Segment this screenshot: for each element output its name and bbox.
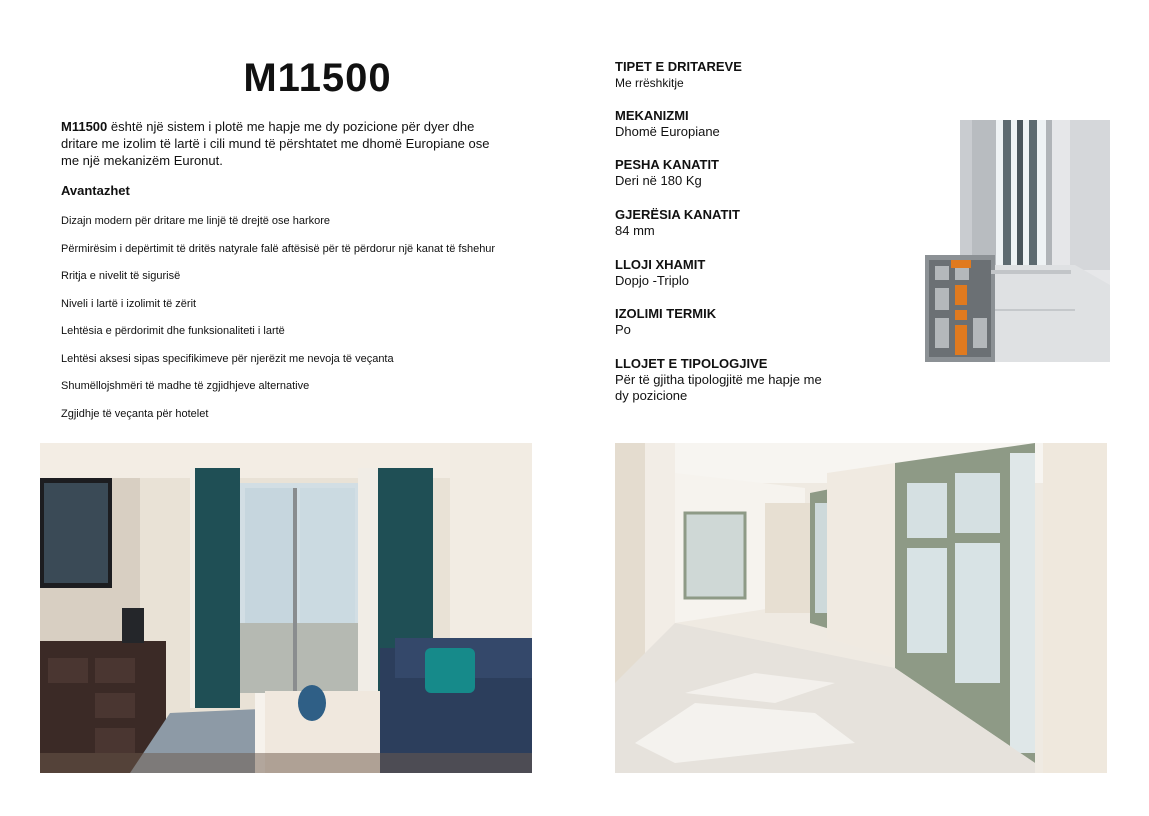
spec-label: MEKANIZMI [615,108,689,123]
spec-label: PESHA KANATIT [615,157,719,172]
spec-glass-type [615,257,855,289]
spec-label: TIPET E DRITAREVE [615,59,742,74]
spec-sash-width [615,207,855,239]
advantage-item: Përmirësim i depërtimit të dritës natyrale falë aftësisë për të përdorur një kanat të fshehur [61,242,496,255]
advantage-item: Lehtësia e përdorimit dhe funksionaliteti i lartë [61,325,285,337]
spec-value: 84 mm [615,223,655,238]
spec-label: GJERËSIA KANATIT [615,207,740,222]
advantage-item: Dizajn modern për dritare me linjë të drejtë ose harkore [61,215,331,227]
advantage-item: Niveli i lartë i izolimit të zërit [61,297,197,310]
spec-value: Dhomë Europiane [615,124,720,139]
advantages-heading: Avantazhet [61,183,130,198]
living-room-photo [40,443,532,773]
intro-paragraph [61,118,511,169]
spec-value: Deri në 180 Kg [615,173,702,188]
advantage-item: Rritja e nivelit të sigurisë [61,270,181,282]
spec-window-types [615,59,855,91]
spec-value: Dopjo -Triplo [615,273,689,288]
spec-value: Po [615,322,631,337]
corridor-photo [615,443,1107,773]
advantage-item: Zgjidhje të veçanta për hotelet [61,407,209,420]
spec-label: LLOJI XHAMIT [615,257,706,272]
spec-sash-weight [615,157,855,189]
spec-thermal-insulation [615,306,855,338]
spec-value: Me rrëshkitje [615,76,684,90]
advantage-item: Shumëllojshmëri të madhe të zgjidhjeve alternative [61,380,310,392]
advantages-list [61,214,495,434]
window-profile-image [925,120,1110,362]
intro-text: është një sistem i plotë me hapje me dy pozicione për dyer dhe dritare me izolim të lartë i cili mund të përshtatet me dhomë Europiane ose me një mekanizëm Euronut. [61,119,490,168]
spec-value: Për të gjitha tipologjitë me hapje me dy pozicione [615,372,822,403]
spec-mechanism [615,108,855,140]
advantage-item: Lehtësi aksesi sipas specifikimeve për njerëzit me nevoja të veçanta [61,352,394,365]
spec-label: LLOJET E TIPOLOGJIVE [615,356,768,371]
intro-product-name: M11500 [61,119,108,134]
spec-typologies [615,356,835,404]
spec-label: IZOLIMI TERMIK [615,306,717,321]
page-title: M11500 [243,56,392,100]
